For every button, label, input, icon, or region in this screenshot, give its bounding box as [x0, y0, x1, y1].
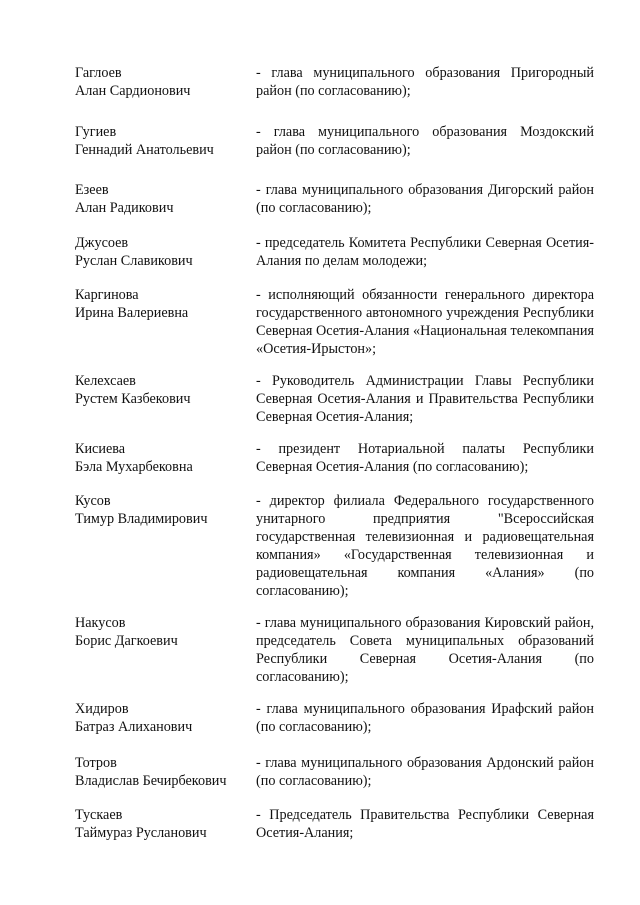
member-surname: Тотров — [75, 755, 117, 771]
member-given-name: Алан Радикович — [75, 200, 174, 216]
member-role: - глава муниципального образования Пригородный район (по согласованию); — [256, 65, 594, 99]
member-given-name: Бэла Мухарбековна — [75, 459, 193, 475]
member-name — [75, 234, 250, 270]
member-given-name: Борис Дагкоевич — [75, 633, 178, 649]
member-role: - исполняющий обязанности генерального директора государственного автономного учреждения Республики Северная Осетия-Алания «Национальная телекомпания «Осетия-Ирыстон»; — [256, 287, 594, 357]
member-surname: Гугиев — [75, 124, 117, 140]
member-name — [75, 181, 250, 217]
member-role: - Руководитель Администрации Главы Республики Северная Осетия-Алания и Правительства Республики Северная Осетия-Алания; — [256, 373, 594, 425]
member-role: - глава муниципального образования Кировский район, председатель Совета муниципальных образований Республики Северная Осетия-Алания (по согласованию); — [256, 615, 594, 685]
member-given-name: Тимур Владимирович — [75, 511, 208, 527]
member-surname: Келехсаев — [75, 373, 136, 389]
member-role: - глава муниципального образования Ардонский район (по согласованию); — [256, 755, 594, 789]
member-given-name: Алан Сардионович — [75, 83, 191, 99]
member-name — [75, 806, 250, 842]
member-surname: Джусоев — [75, 235, 129, 251]
member-surname: Гаглоев — [75, 65, 122, 81]
member-given-name: Батраз Алиханович — [75, 719, 193, 735]
member-surname: Накусов — [75, 615, 126, 631]
member-given-name: Ирина Валериевна — [75, 305, 189, 321]
member-name — [75, 754, 250, 790]
member-name — [75, 123, 250, 159]
member-role: - глава муниципального образования Дигорский район (по согласованию); — [256, 182, 594, 216]
member-surname: Кисиева — [75, 441, 126, 457]
member-role: - глава муниципального образования Моздокский район (по согласованию); — [256, 124, 594, 158]
member-name — [75, 440, 250, 476]
member-name — [75, 700, 250, 736]
member-surname: Езеев — [75, 182, 109, 198]
member-role: - Председатель Правительства Республики Северная Осетия-Алания; — [256, 807, 594, 841]
member-name — [75, 492, 250, 528]
member-role: - президент Нотариальной палаты Республики Северная Осетия-Алания (по согласованию); — [256, 441, 594, 475]
member-given-name: Таймураз Русланович — [75, 825, 207, 841]
member-surname: Тускаев — [75, 807, 123, 823]
member-role: - председатель Комитета Республики Северная Осетия-Алания по делам молодежи; — [256, 235, 594, 269]
member-given-name: Руслан Славикович — [75, 253, 193, 269]
member-surname: Каргинова — [75, 287, 139, 303]
member-name — [75, 372, 250, 408]
member-surname: Кусов — [75, 493, 111, 509]
member-given-name: Геннадий Анатольевич — [75, 142, 214, 158]
member-role: - глава муниципального образования Ирафский район (по согласованию); — [256, 701, 594, 735]
member-name — [75, 64, 250, 100]
member-given-name: Рустем Казбекович — [75, 391, 191, 407]
member-name — [75, 614, 250, 650]
member-role: - директор филиала Федерального государственного унитарного предприятия "Всероссийская государственная телевизионная и радиовещательная компания» «Государственная телевизионная и радиовещательная компания «Алания» (по согласованию); — [256, 493, 594, 599]
member-surname: Хидиров — [75, 701, 129, 717]
member-given-name: Владислав Бечирбекович — [75, 773, 227, 789]
member-name — [75, 286, 250, 322]
